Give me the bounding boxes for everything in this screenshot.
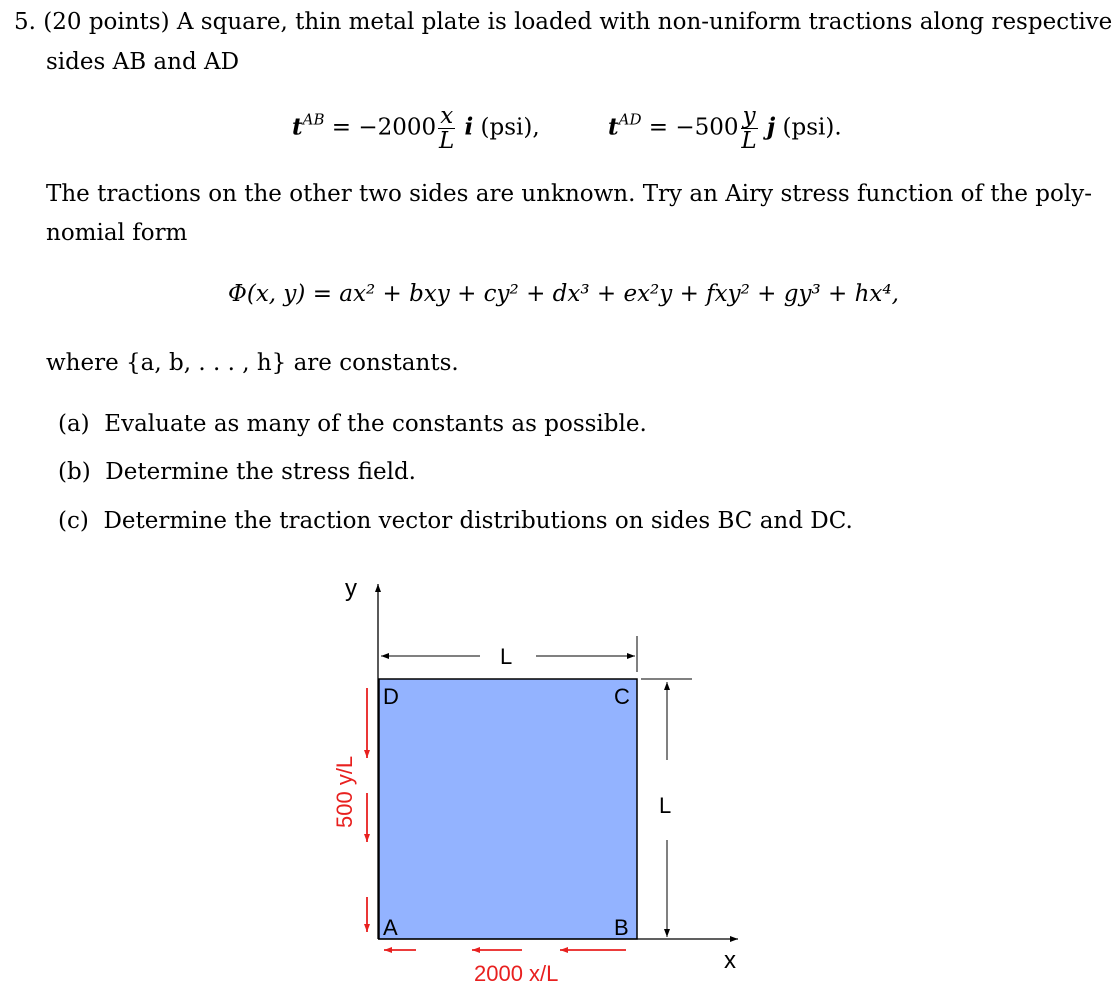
fraction-y-over-l: $\frac{y}{L}$ [741, 103, 757, 154]
problem-text-line-3: The tractions on the other two sides are unknown. Try an Airy stress function of the poly- [46, 181, 1092, 207]
part-a: (a) Evaluate as many of the constants as possible. [58, 411, 647, 437]
load-bottom-label: 2000 x/L [474, 961, 559, 986]
load-left-label: 500 y/L [332, 755, 357, 828]
square-plate [379, 679, 637, 939]
y-axis-label: y [345, 575, 357, 602]
dim-top-label: L [500, 644, 513, 669]
x-axis-label: x [724, 947, 736, 974]
part-b: (b) Determine the stress field. [58, 459, 416, 485]
corner-label-d: D [383, 684, 399, 709]
problem-number: 5. [14, 9, 36, 35]
fraction-x-over-l: $\frac{x}{L}$ [439, 103, 455, 154]
corner-label-c: C [614, 684, 630, 709]
problem-intro-line-1: 5. (20 points) A square, thin metal plate is loaded with non-uniform tractions along respective [14, 9, 1113, 35]
problem-intro-line-2: sides AB and AD [46, 49, 240, 75]
part-c: (c) Determine the traction vector distributions on sides BC and DC. [58, 508, 853, 534]
traction-equation-ad: $t^{AD} = -500$ $\frac{y}{L}$ j (psi). [608, 103, 842, 154]
problem-text-line-4: nomial form [46, 220, 188, 246]
airy-stress-function: Φ(x, y) = ax² + bxy + cy² + dx³ + ex²y + fxy² + gy³ + hx⁴, [228, 281, 899, 307]
corner-label-b: B [614, 915, 629, 940]
corner-label-a: A [383, 915, 398, 940]
dim-right-label: L [659, 793, 672, 818]
traction-equation-ab: $t^{AB} = -2000$ $\frac{x}{L}$ i (psi), [292, 103, 540, 154]
constants-text: where {a, b, . . . , h} are constants. [46, 350, 459, 376]
